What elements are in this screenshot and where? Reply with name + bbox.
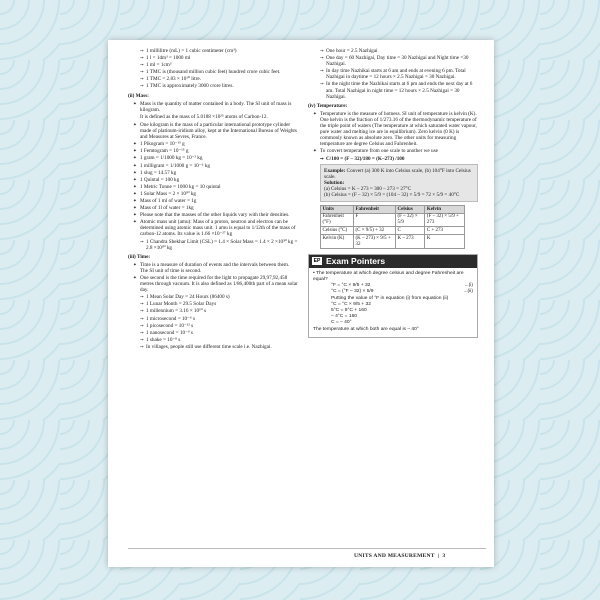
table-cell: Kelvin (K) bbox=[321, 235, 354, 249]
table-cell: K – 273 bbox=[395, 235, 424, 249]
list-item: ✦ Mass of 1 ml of water = 1g bbox=[128, 198, 298, 204]
equation-5: – 4°C = 160 bbox=[331, 314, 358, 320]
conversion-intro: ✦ To convert temperature from one scale to another we use bbox=[308, 148, 478, 154]
volume-list bbox=[128, 48, 298, 90]
nazhigai-list bbox=[308, 48, 478, 100]
pointer-middle-text: Putting the value of °F in equation (i) from equation (ii) bbox=[331, 295, 449, 301]
equation-tag: ...(ii) bbox=[463, 289, 473, 295]
exam-pointers-icon: EP bbox=[313, 258, 321, 265]
example-label: Example: bbox=[324, 167, 346, 174]
table-cell: Fahrenheit (°F) bbox=[321, 213, 354, 227]
equation-6: C = – 40° bbox=[331, 320, 352, 326]
left-column bbox=[128, 48, 298, 351]
list-item: ➙ 1 l = 1dm³ = 1000 ml bbox=[128, 55, 298, 61]
page-number: 3 bbox=[442, 553, 446, 559]
page-footer: UNITS AND MEASUREMENT | 3 bbox=[354, 553, 446, 559]
list-item: ➙ In villages, people still use different time scale i.e. Nazhigai. bbox=[128, 344, 298, 350]
temperature-heading: (iv) Temperature: bbox=[308, 102, 348, 109]
time-units-list bbox=[128, 294, 298, 350]
chandrasekhar-limit: ➙ 1 Chandra Shekhar Limit (CSL) = 1.4 × Solar Mass = 1.4 × 2 ×10³⁰ kg = 2.8 ×10³⁰ kg bbox=[128, 239, 298, 251]
list-item: ➙ 1 picosecond = 10⁻¹² s bbox=[128, 323, 298, 329]
table-row bbox=[321, 235, 465, 249]
equation-text: °C = (°F – 32) × 5/9 bbox=[331, 289, 374, 295]
solution-b: (b) Celsius = (F – 32) × 5/9 = (104 – 32) × 5/9 = 72 × 5/9 = 40°C bbox=[324, 191, 460, 198]
exam-pointers-body bbox=[309, 268, 477, 337]
table-cell: Celsius (°C) bbox=[321, 227, 354, 235]
pointer-question-text: The temperature at which degree celsius and degree Fahrenheit are equal? bbox=[313, 270, 464, 283]
mass-units-list bbox=[128, 141, 298, 218]
list-item: ➙ 1 Lunar Month = 29.5 Solar Days bbox=[128, 301, 298, 307]
pointer-question: • The temperature at which degree celsius and degree Fahrenheit are equal? bbox=[313, 270, 464, 283]
list-item: ✦ 1 Pikogram = 10⁻¹⁵ g bbox=[128, 141, 298, 147]
list-item: ➙ In the night time the Nazhikai starts at 6 pm and ends the next day at 6 am. Total Nazhigai in night time = 12 hours × 2.5 Nazhigai = 30 Nazhigai. bbox=[308, 81, 478, 99]
equation-4: 5°C = 9°C + 160 bbox=[331, 308, 367, 314]
list-item: ➙ 1 millilitre (mL) = 1 cubic centimeter (cm³) bbox=[128, 48, 298, 54]
list-item: ✦ 1 Metric Tonne = 1000 kg = 10 quintal bbox=[128, 184, 298, 190]
table-cell: (F – 32) × 5/9 + 273 bbox=[425, 213, 465, 227]
list-item: ✦ 1 slug = 14.57 kg bbox=[128, 170, 298, 176]
equation-tag: ...(i) bbox=[464, 283, 473, 289]
list-item: ➙ 1 Mean Solar Day = 24 Hours (86400 s) bbox=[128, 294, 298, 300]
list-item: ➙ 1 TMC is (thousand million cubic feet) hundred crore cubic feet. bbox=[128, 69, 298, 75]
time-heading: (iii) Time: bbox=[128, 253, 151, 260]
exam-pointers-box bbox=[308, 254, 478, 338]
table-header-cell: Fahrenheit bbox=[353, 206, 395, 214]
right-column bbox=[308, 48, 478, 338]
table-row bbox=[321, 213, 465, 227]
mass-carbon-para: It is defined as the mass of 5.0188 ×10²⁵ atoms of Carbon-12. bbox=[140, 113, 268, 120]
example-box bbox=[320, 164, 478, 202]
table-cell: C bbox=[395, 227, 424, 235]
list-item: ➙ 1 nanosecond = 10⁻⁹ s bbox=[128, 330, 298, 336]
kilogram-definition: ✦ One kilogram is the mass of a particular international prototype cylinder made of platinum-iridium alloy, kept at the International Bureau of Weights and Measures at Sevres, France. bbox=[128, 122, 298, 140]
table-cell: (K – 273) × 9/5 + 32 bbox=[353, 235, 395, 249]
conversion-formula: ➙ C/100 = (F – 32)/180 = (K–273) /100 bbox=[308, 156, 478, 162]
list-item: ✦ 1 Quintal = 100 kg bbox=[128, 177, 298, 183]
list-item: ➙ 1 microsecond = 10⁻⁶ s bbox=[128, 316, 298, 322]
list-item: ✦ 1 Solar Mass = 2 × 10³⁰ kg bbox=[128, 191, 298, 197]
table-header-cell: Units bbox=[321, 206, 354, 214]
time-definition: ✦ Time is a measure of duration of events and the intervals between them. The SI unit of time is second. bbox=[128, 262, 298, 274]
list-item: ➙ One hour = 2.5 Nazhigai bbox=[308, 48, 478, 54]
equation-3: °C = °C × 9/5 + 32 bbox=[331, 301, 371, 307]
second-definition: ✦ One second is the time required for the light to propagate 29,97,92,458 metres through vacuum. It is also defined as 1/86,400th part of a mean solar day. bbox=[128, 275, 298, 293]
exam-pointers-header bbox=[309, 255, 477, 268]
list-item: ✦ Mass of 1l of water = 1kg bbox=[128, 205, 298, 211]
table-header-row bbox=[321, 206, 465, 214]
table-row bbox=[321, 227, 465, 235]
list-item: ➙ 1 ml = 1cm³ bbox=[128, 62, 298, 68]
table-cell: C + 273 bbox=[425, 227, 465, 235]
equation-text: °F = °C × 9/5 + 32 bbox=[331, 283, 371, 289]
textbook-page bbox=[108, 40, 494, 567]
solution-a: (a) Celsius = K – 273 = 300 – 273 = 27°C bbox=[324, 185, 412, 192]
footer-divider bbox=[128, 548, 486, 549]
table-cell: (F – 32) × 5/9 bbox=[395, 213, 424, 227]
table-cell: K bbox=[425, 235, 465, 249]
temperature-table bbox=[320, 205, 465, 249]
example-text: Convert (a) 300 K into Celsius scale, (b) 104°F into Celsius scale. bbox=[324, 167, 471, 180]
table-cell: F bbox=[353, 213, 395, 227]
list-item: ➙ 1 shake = 10⁻⁸ s bbox=[128, 337, 298, 343]
table-header-cell: Celsius bbox=[395, 206, 424, 214]
list-item: ➙ 1 millennium = 3.16 × 10¹⁰ s bbox=[128, 308, 298, 314]
list-item: ✦ 1 milligram = 1/1000 g = 10⁻⁶ kg bbox=[128, 163, 298, 169]
table-header-cell: Kelvin bbox=[425, 206, 465, 214]
list-item: ➙ 1 TMC = 2.83 × 10¹⁰ litre. bbox=[128, 76, 298, 82]
table-cell: (C × 9/5) + 32 bbox=[353, 227, 395, 235]
exam-pointers-title: Exam Pointers bbox=[326, 256, 386, 267]
mass-definition: ✦ Mass is the quantity of matter contained in a body. The SI unit of mass is kilogram. bbox=[128, 101, 298, 113]
amu-definition bbox=[128, 219, 298, 237]
solution-label: Solution: bbox=[324, 179, 345, 186]
mass-heading: (ii) Mass: bbox=[128, 92, 149, 99]
list-item: ✦ Please note that the masses of the other liquids vary with their densities. bbox=[128, 212, 298, 218]
list-item: ➙ One day = 60 Nazhigai, Day time = 30 Nazhigai and Night time =30 Nazhigai. bbox=[308, 55, 478, 67]
example-line bbox=[324, 168, 474, 180]
chapter-title: UNITS AND MEASUREMENT bbox=[354, 553, 435, 559]
pointer-conclusion: The temperature at which both are equal is – 40° bbox=[313, 326, 419, 332]
list-item: ✦ 1 Femtogram = 10⁻¹⁵ g bbox=[128, 148, 298, 154]
amu-text: Atomic mass unit (amu): Mass of a proton, neutron and electron can be determined using atomic mass unit. 1 amu is equal to 1/12th of the mass of carbon-12 atoms. Its value is 1.66 ×10⁻²⁷ kg bbox=[140, 219, 296, 238]
temperature-definition: ✦ Temperature is the measure of hotness. SI unit of temperature is kelvin (K). One kelvin is the fraction of 1/273.16 of the thermodynamic temperature of the triple point of waters (The temperature at which saturated water vapour, pure water and melting ice are in equilibrium). Zero kelvin (0 K) is commonly known as absolute zero. The other units for measuring temperature are degree Celsius and Fahrenheit. bbox=[308, 111, 478, 148]
list-item: ✦ 1 gram = 1/1000 kg = 10⁻³ kg bbox=[128, 155, 298, 161]
list-item: ➙ 1 TMC is approximately 3000 crore litres. bbox=[128, 83, 298, 89]
list-item: ➙ In day time Nazhikai starts at 6 am and ends at evening 6 pm. Total Nazhigai in daytime = 12 hours × 2.5 Nazhigai = 30 Nazhigai. bbox=[308, 68, 478, 80]
